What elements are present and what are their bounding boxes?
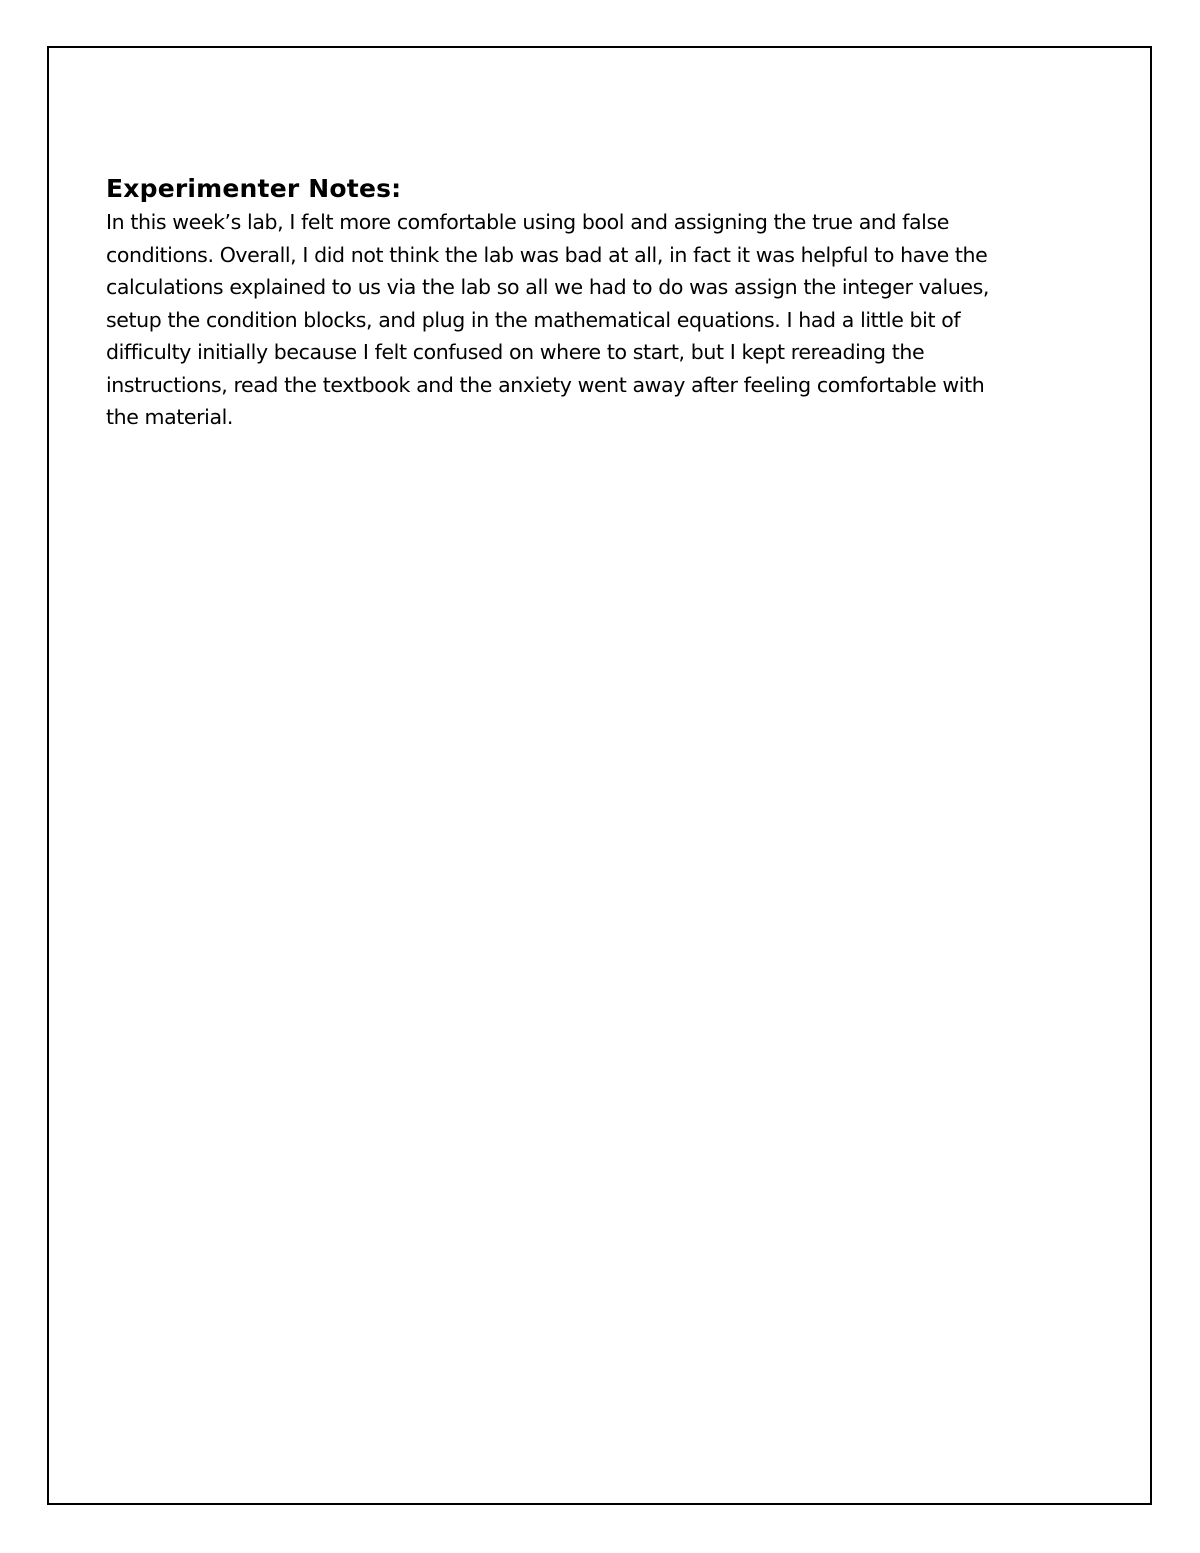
notes-line: calculations explained to us via the lab so all we had to do was assign the integer values, bbox=[106, 275, 990, 299]
notes-line: instructions, read the textbook and the anxiety went away after feeling comfortable with bbox=[106, 372, 985, 397]
experimenter-notes bbox=[106, 172, 1106, 434]
notes-body bbox=[106, 206, 1106, 434]
notes-line: conditions. Overall, I did not think the lab was bad at all, in fact it was helpful to have the bbox=[106, 242, 988, 267]
notes-line: setup the condition blocks, and plug in the mathematical equations. I had a little bit of bbox=[106, 307, 961, 332]
notes-heading: Experimenter Notes: bbox=[106, 174, 402, 203]
notes-line: the material. bbox=[106, 405, 234, 429]
notes-line: difficulty initially because I felt confused on where to start, but I kept rereading the bbox=[106, 340, 925, 364]
notes-line: In this week’s lab, I felt more comfortable using bool and assigning the true and false bbox=[106, 210, 949, 234]
